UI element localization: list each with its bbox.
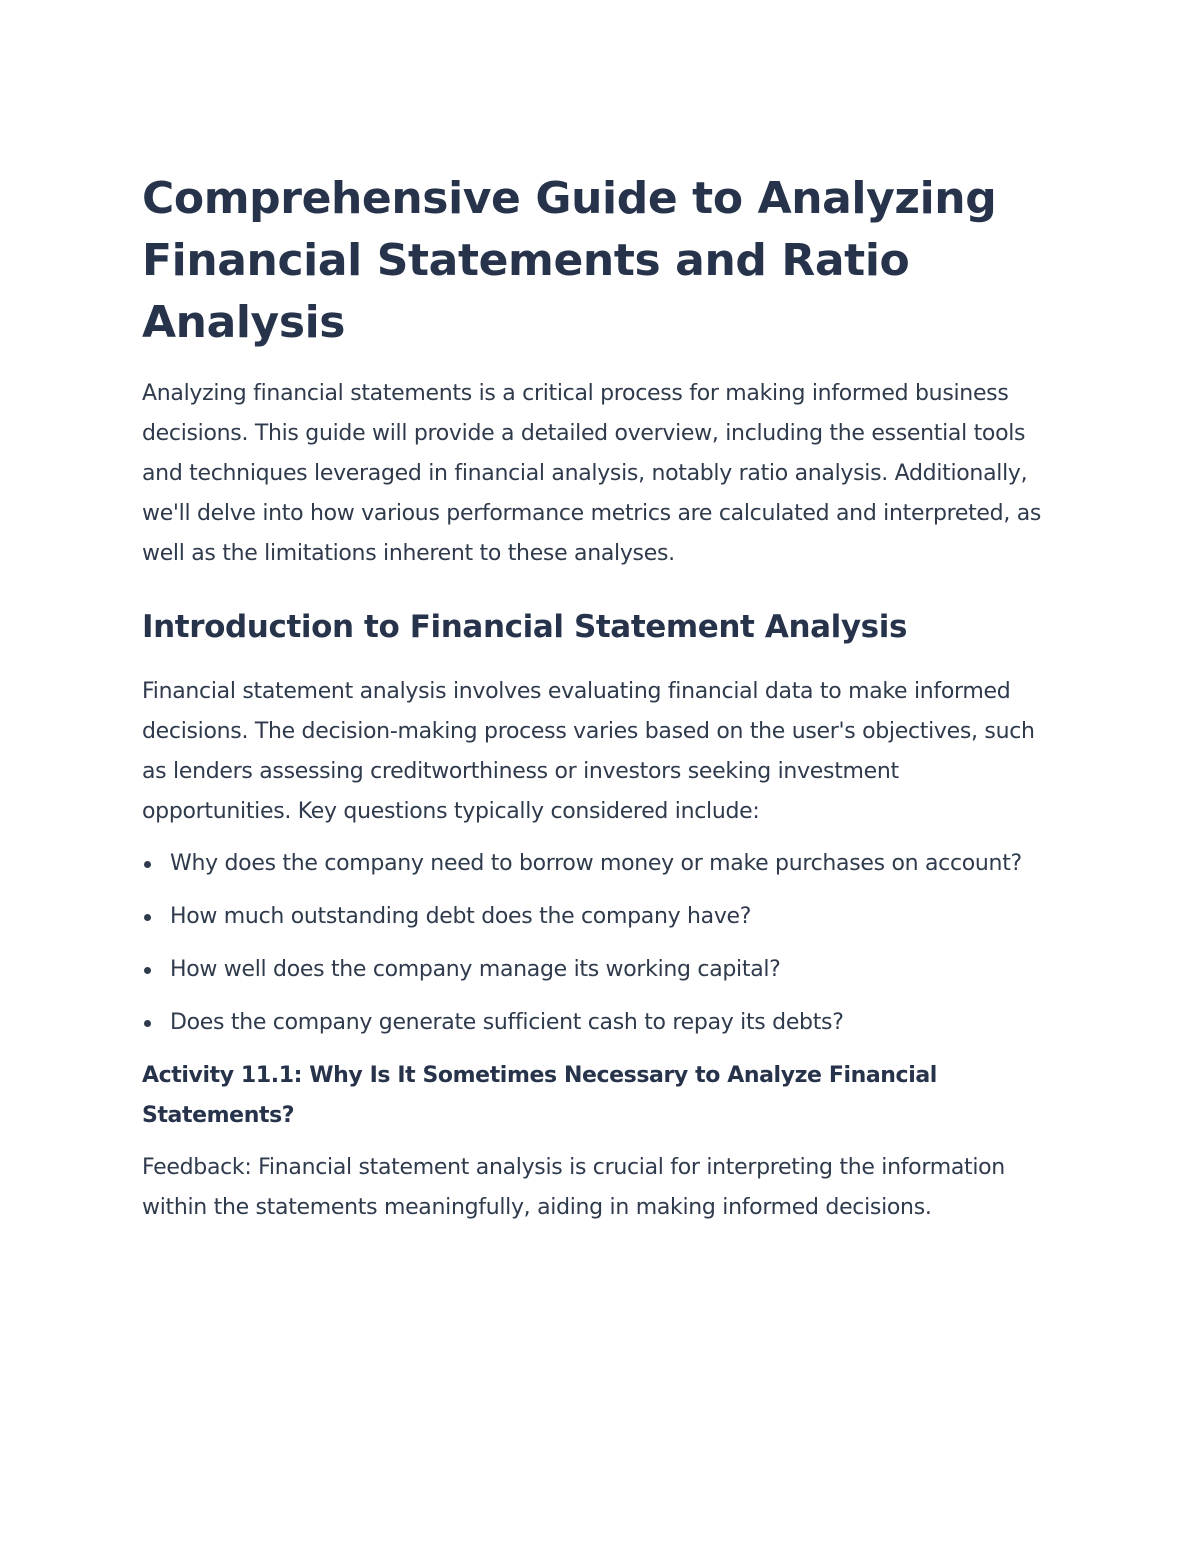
list-item-text: Why does the company need to borrow money or make purchases on account? [170, 851, 1022, 876]
list-item [142, 950, 1052, 990]
bullet-icon [144, 1020, 151, 1027]
list-item [142, 1003, 1052, 1043]
list-item-text: Does the company generate sufficient cash to repay its debts? [170, 1010, 844, 1035]
list-item [142, 844, 1052, 884]
bullet-icon [144, 861, 151, 868]
bullet-icon [144, 914, 151, 921]
list-item [142, 897, 1052, 937]
document-page [142, 168, 1052, 1228]
key-questions-list [142, 844, 1052, 1043]
section-paragraph: Financial statement analysis involves evaluating financial data to make informed decisions. The decision-making process varies based on the user's objectives, such as lenders assessing creditworthiness or investors seeking investment opportunities. Key questions typically considered include: [142, 679, 1035, 824]
bullet-icon [144, 967, 151, 974]
page-title: Comprehensive Guide to Analyzing Financial Statements and Ratio Analysis [142, 173, 997, 348]
section-heading-introduction: Introduction to Financial Statement Analysis [142, 609, 908, 645]
list-item-text: How much outstanding debt does the company have? [170, 904, 752, 929]
feedback-paragraph: Feedback: Financial statement analysis is crucial for interpreting the information within the statements meaningfully, aiding in making informed decisions. [142, 1155, 1005, 1220]
activity-heading: Activity 11.1: Why Is It Sometimes Necessary to Analyze Financial Statements? [142, 1063, 937, 1128]
intro-paragraph: Analyzing financial statements is a critical process for making informed business decisions. This guide will provide a detailed overview, including the essential tools and techniques leveraged in financial analysis, notably ratio analysis. Additionally, we'll delve into how various performance metrics are calculated and interpreted, as well as the limitations inherent to these analyses. [142, 381, 1042, 566]
list-item-text: How well does the company manage its working capital? [170, 957, 781, 982]
